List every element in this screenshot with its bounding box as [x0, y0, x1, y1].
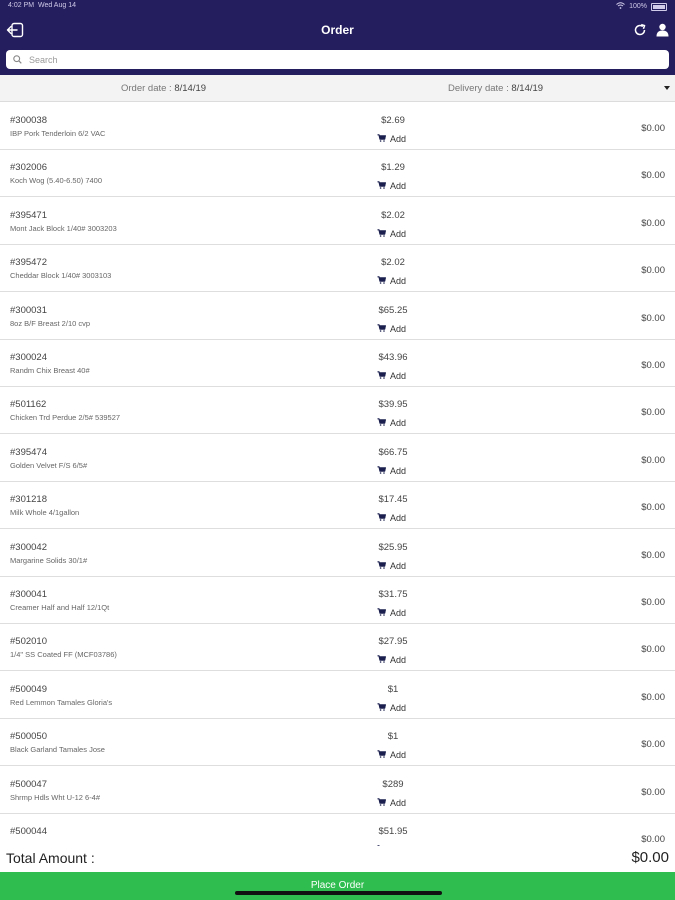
item-code: #302006	[10, 162, 47, 174]
cart-icon	[377, 513, 386, 523]
home-indicator[interactable]	[235, 891, 442, 895]
list-item	[0, 576, 675, 624]
item-code: #300042	[10, 541, 47, 553]
item-amount: $0.00	[641, 265, 665, 277]
item-code: #301218	[10, 494, 47, 506]
item-price: $65.25	[378, 304, 408, 316]
status-date: Wed Aug 14	[37, 2, 76, 9]
item-price: $1	[387, 683, 399, 695]
cart-icon	[377, 466, 386, 476]
delivery-date-value: 8/14/19	[511, 83, 544, 94]
page-title: Order	[321, 23, 354, 37]
item-price: $289	[382, 778, 404, 790]
item-price: $17.45	[378, 494, 408, 506]
item-amount: $0.00	[641, 691, 665, 703]
search-icon	[6, 51, 22, 69]
date-bar	[0, 75, 675, 102]
add-button[interactable]	[377, 371, 406, 381]
list-item	[0, 386, 675, 434]
delivery-date-label: Delivery date :	[448, 83, 512, 94]
add-label: Add	[390, 371, 407, 381]
status-clock: 4:02 PM	[8, 2, 35, 9]
item-price: $39.95	[378, 399, 408, 411]
list-item	[0, 292, 675, 340]
item-code: #395474	[10, 446, 47, 458]
add-label: Add	[390, 228, 407, 239]
add-button[interactable]	[377, 513, 406, 523]
add-label: Add	[390, 181, 407, 192]
add-label: Add	[390, 608, 407, 618]
add-button[interactable]	[377, 229, 406, 239]
item-price: $51.95	[378, 826, 408, 837]
item-price: $1.29	[381, 162, 405, 174]
item-code: #502010	[10, 636, 47, 648]
delivery-date[interactable]	[448, 83, 543, 94]
item-code: #500044	[10, 826, 47, 837]
item-name: 1/4" SS Coated FF (MCF03786)	[10, 650, 117, 660]
cart-icon	[377, 134, 386, 144]
total-label: Total Amount :	[6, 850, 95, 866]
add-button[interactable]	[377, 134, 406, 144]
battery-percent: 100%	[629, 3, 647, 10]
item-name: Cheddar Block 1/40# 3003103	[10, 271, 112, 281]
item-amount: $0.00	[641, 739, 665, 751]
add-button[interactable]	[377, 655, 406, 665]
item-name: Creamer Half and Half 12/1Qt	[10, 603, 110, 612]
list-item	[0, 481, 675, 529]
status-right	[616, 2, 667, 11]
item-name: 8oz B/F Breast 2/10 cvp	[10, 318, 91, 328]
list-item	[0, 529, 675, 577]
cart-icon	[377, 798, 386, 808]
status-time	[8, 2, 76, 9]
item-amount: $0.00	[641, 454, 665, 466]
cart-icon	[377, 655, 386, 665]
item-amount: $0.00	[641, 597, 665, 608]
add-label: Add	[390, 418, 407, 429]
item-amount: $0.00	[641, 786, 665, 798]
item-amount: $0.00	[641, 217, 665, 229]
item-amount: $0.00	[641, 312, 665, 324]
item-name: Randm Chix Breast 40#	[10, 366, 90, 375]
cart-icon	[377, 418, 386, 428]
item-amount: $0.00	[641, 360, 665, 371]
order-date	[121, 83, 206, 94]
add-label: Add	[390, 750, 407, 761]
add-button[interactable]	[377, 324, 406, 334]
item-price: $2.02	[381, 209, 405, 221]
add-label: Add	[390, 513, 407, 524]
list-item	[0, 102, 675, 150]
list-item	[0, 339, 675, 387]
add-label: Add	[390, 465, 407, 476]
total-bar	[0, 846, 675, 870]
item-name: Shrmp Hdls Wht U-12 6-4#	[10, 792, 101, 802]
item-price: $43.96	[378, 352, 408, 363]
wifi-icon	[616, 2, 625, 11]
refresh-icon[interactable]	[633, 23, 647, 42]
item-price: $66.75	[378, 446, 408, 458]
list-item	[0, 149, 675, 197]
order-date-label: Order date :	[121, 83, 175, 94]
item-code: #300041	[10, 589, 47, 600]
item-name: IBP Pork Tenderloin 6/2 VAC	[10, 129, 106, 138]
item-name: Milk Whole 4/1gallon	[10, 508, 80, 518]
item-code: #501162	[10, 399, 47, 411]
add-label: Add	[390, 323, 407, 334]
cart-icon	[377, 324, 386, 334]
cart-icon	[377, 750, 386, 760]
item-code: #500050	[10, 731, 47, 743]
item-price: $31.75	[378, 589, 408, 600]
item-name: Black Garland Tamales Jose	[10, 745, 105, 755]
cart-icon	[377, 371, 386, 381]
add-label: Add	[390, 797, 407, 808]
search-input[interactable]	[27, 54, 631, 66]
cart-icon	[377, 229, 386, 239]
item-price: $2.02	[381, 257, 405, 269]
item-list	[0, 102, 675, 844]
item-name: Mont Jack Block 1/40# 3003203	[10, 223, 117, 233]
item-amount: $0.00	[641, 123, 665, 134]
top-bar	[0, 0, 675, 75]
item-amount: $0.00	[641, 407, 665, 419]
item-amount: $0.00	[641, 834, 665, 845]
item-name: Margarine Solids 30/1#	[10, 555, 88, 565]
item-amount: $0.00	[641, 502, 665, 514]
item-name: Chicken Trd Perdue 2/5# 539527	[10, 413, 121, 423]
item-code: #300038	[10, 115, 47, 126]
chevron-down-icon[interactable]	[664, 86, 670, 90]
total-value: $0.00	[631, 849, 669, 866]
item-code: #500049	[10, 683, 47, 695]
user-icon[interactable]	[656, 23, 669, 42]
add-label: Add	[390, 134, 407, 144]
list-item	[0, 766, 675, 814]
place-order-button[interactable]	[0, 872, 675, 900]
add-button[interactable]	[377, 276, 406, 286]
battery-icon	[651, 3, 667, 11]
add-label: Add	[390, 702, 407, 713]
add-button[interactable]	[377, 608, 406, 618]
search-bar[interactable]	[6, 50, 669, 69]
add-label: Add	[390, 655, 407, 666]
item-code: #300031	[10, 304, 47, 316]
item-code: #500047	[10, 778, 47, 790]
item-price: $2.69	[381, 115, 405, 126]
add-button[interactable]	[377, 418, 406, 428]
cart-icon	[377, 703, 386, 713]
list-item	[0, 244, 675, 292]
item-price: $27.95	[378, 636, 408, 648]
item-code: #300024	[10, 352, 47, 363]
cart-icon	[377, 181, 386, 191]
status-bar	[8, 2, 667, 12]
cart-icon	[377, 608, 386, 618]
list-item	[0, 434, 675, 482]
add-button[interactable]	[377, 181, 406, 191]
item-code: #395471	[10, 209, 47, 221]
item-name: Koch Wog (5.40-6.50) 7400	[10, 176, 103, 186]
place-order-label: Place Order	[310, 880, 365, 891]
item-amount: $0.00	[641, 644, 665, 656]
item-price: $1	[387, 731, 399, 743]
list-item	[0, 671, 675, 719]
add-button[interactable]	[377, 466, 406, 476]
order-date-value: 8/14/19	[174, 83, 207, 94]
cart-icon	[377, 561, 386, 571]
add-label: Add	[390, 560, 407, 571]
cart-icon	[377, 276, 386, 286]
list-item	[0, 623, 675, 671]
add-button[interactable]	[377, 750, 406, 760]
item-price: $25.95	[378, 541, 408, 553]
list-item	[0, 718, 675, 766]
item-amount: $0.00	[641, 170, 665, 182]
add-button[interactable]	[377, 798, 406, 808]
list-item	[0, 197, 675, 245]
add-label: Add	[390, 276, 407, 287]
item-name: Golden Velvet F/S 6/5#	[10, 460, 88, 470]
item-code: #395472	[10, 257, 47, 269]
item-name: Red Lemmon Tamales Gloria's	[10, 697, 113, 707]
add-button[interactable]	[377, 561, 406, 571]
item-amount: $0.00	[641, 549, 665, 561]
add-button[interactable]	[377, 703, 406, 713]
